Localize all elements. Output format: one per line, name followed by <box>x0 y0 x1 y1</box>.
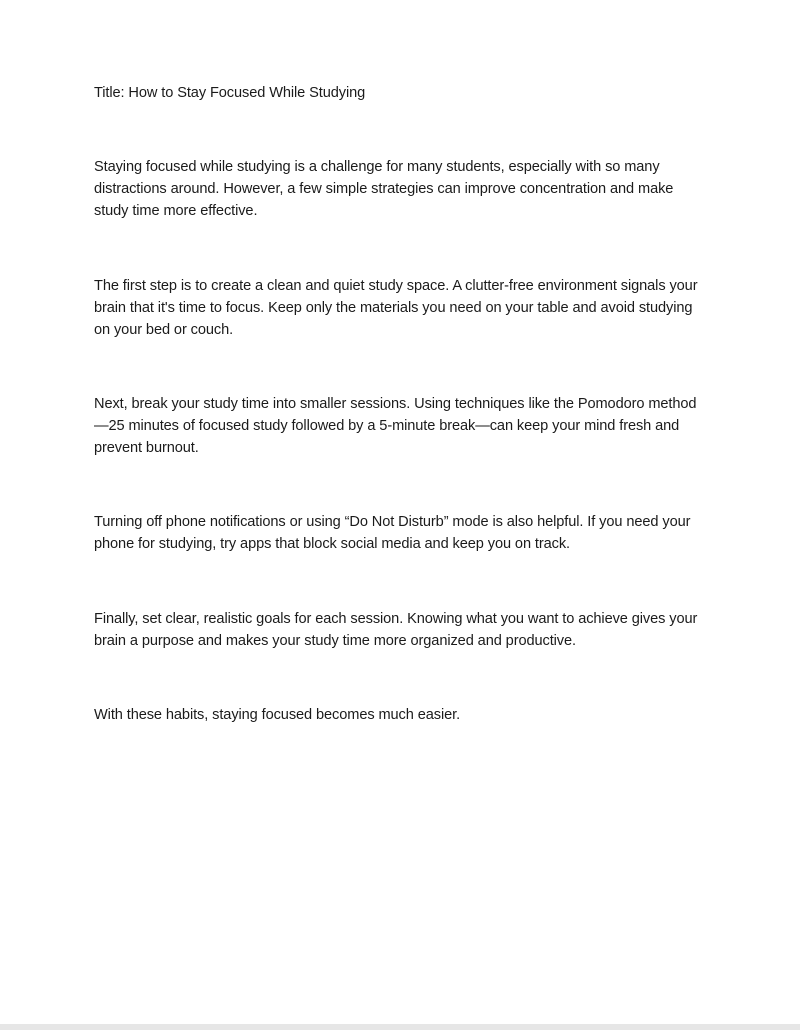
paragraph-conclusion: With these habits, staying focused becomes much easier. <box>94 707 461 723</box>
paragraph-intro: Staying focused while studying is a challenge for many students, especially with so many distractions around. However, a few simple strategies can improve concentration and make study time more effective. <box>94 159 674 219</box>
paragraph-goals: Finally, set clear, realistic goals for each session. Knowing what you want to achieve gives your brain a purpose and makes your study time more organized and productive. <box>94 611 698 649</box>
document-title: Title: How to Stay Focused While Studying <box>94 85 366 101</box>
paragraph-sessions: Next, break your study time into smaller sessions. Using techniques like the Pomodoro method—25 minutes of focused study followed by a 5-minute break—can keep your mind fresh and prevent burnout. <box>94 396 697 456</box>
paragraph-study-space: The first step is to create a clean and quiet study space. A clutter-free environment signals your brain that it's time to focus. Keep only the materials you need on your table and avoid studying on your bed or couch. <box>94 278 698 338</box>
paragraph-notifications: Turning off phone notifications or using “Do Not Disturb” mode is also helpful. If you need your phone for studying, try apps that block social media and keep you on track. <box>94 514 691 552</box>
